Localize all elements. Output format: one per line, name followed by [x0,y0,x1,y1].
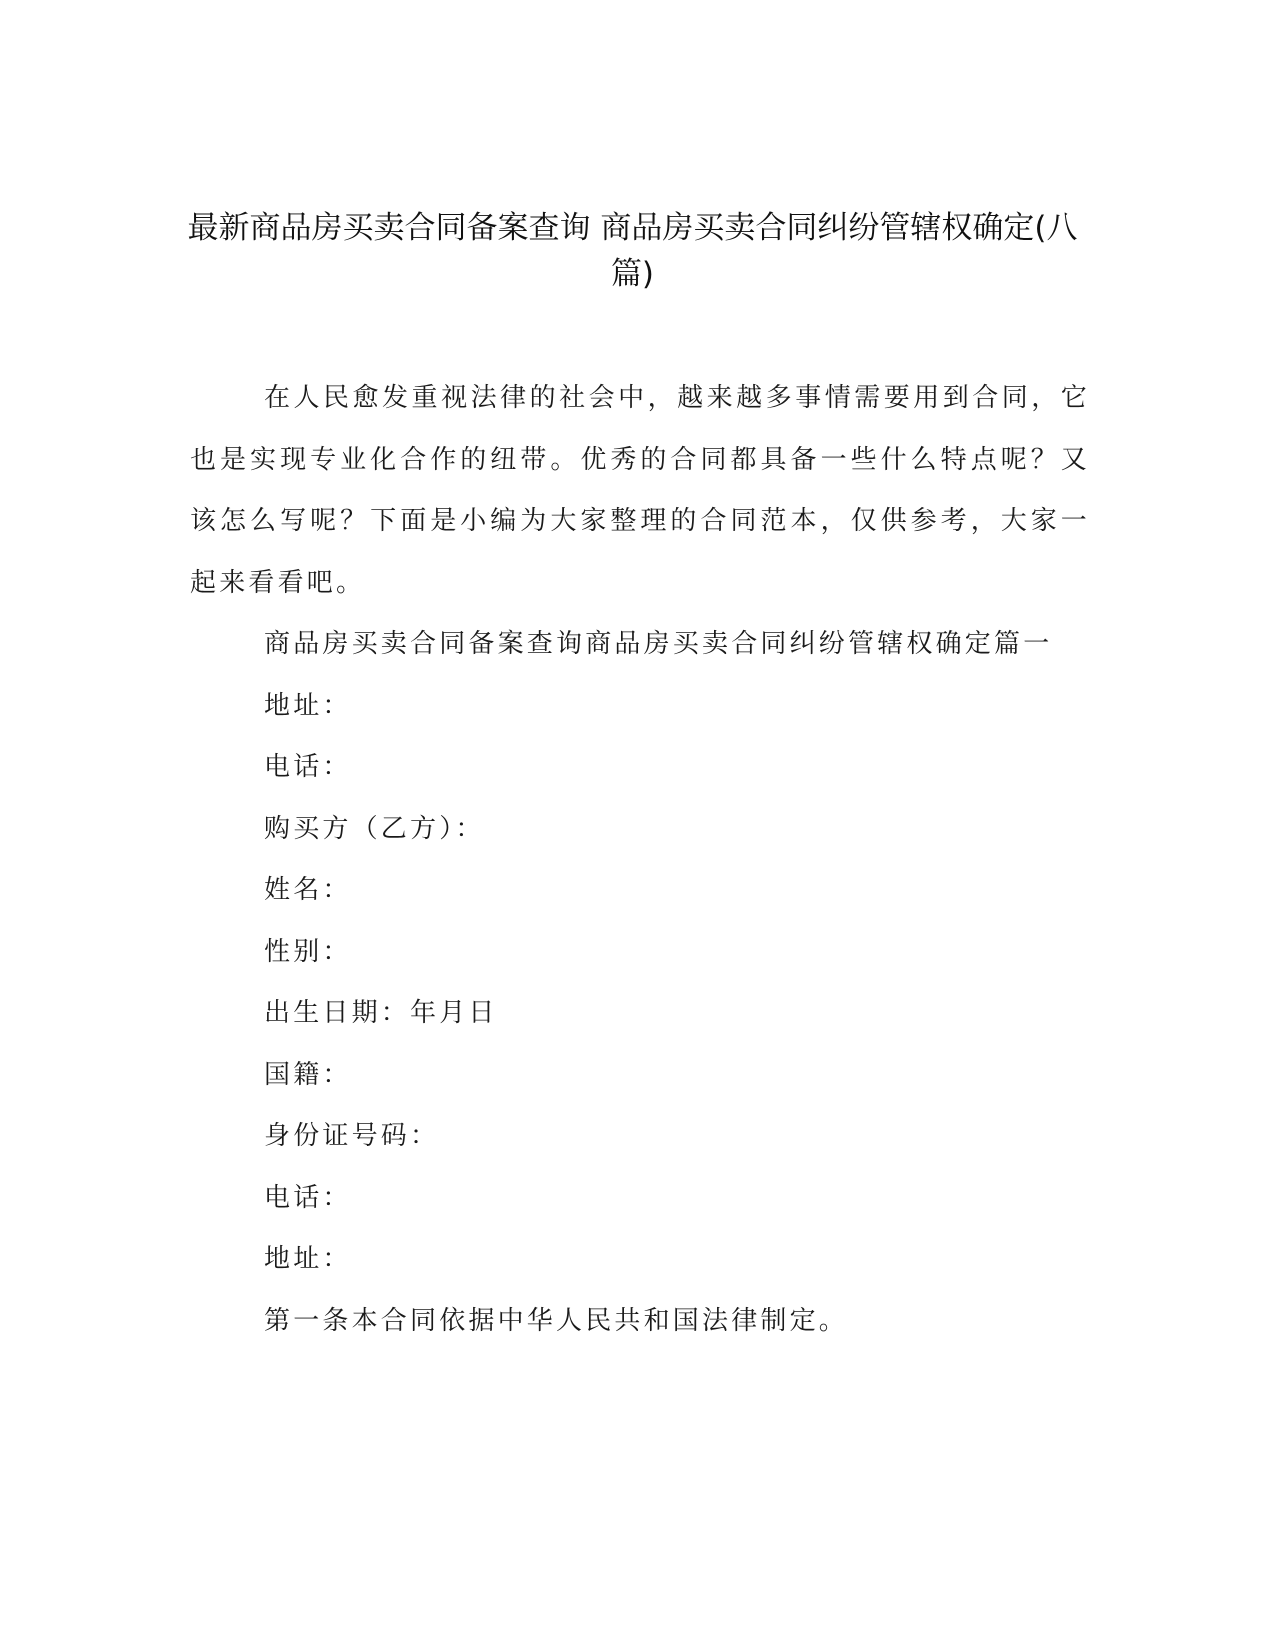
intro-paragraph: 在人民愈发重视法律的社会中，越来越多事情需要用到合同，它也是实现专业化合作的纽带。优秀的合同都具备一些什么特点呢？又该怎么写呢？下面是小编为大家整理的合同范本，仅供参考，大家一起来看看吧。 [190,383,1090,598]
document-title: 最新商品房买卖合同备案查询 商品房买卖合同纠纷管辖权确定(八篇) [187,210,1078,292]
field-address: 地址： [264,690,352,721]
field-birth-date: 出生日期：年月日 [264,998,498,1028]
document-body [190,368,1090,1352]
field-phone: 电话： [264,752,352,782]
article-1: 第一条本合同依据中华人民共和国法律制定。 [264,1305,849,1336]
section-heading: 商品房买卖合同备案查询商品房买卖合同纠纷管辖权确定篇一 [264,629,1053,659]
field-id-number: 身份证号码： [264,1121,440,1151]
field-nationality: 国籍： [264,1059,352,1090]
field-address-buyer: 地址： [264,1244,352,1274]
field-buyer-heading: 购买方（乙方）： [264,813,485,844]
field-name: 姓名： [264,875,352,905]
field-gender: 性别： [264,936,352,967]
field-phone-buyer: 电话： [264,1182,352,1213]
